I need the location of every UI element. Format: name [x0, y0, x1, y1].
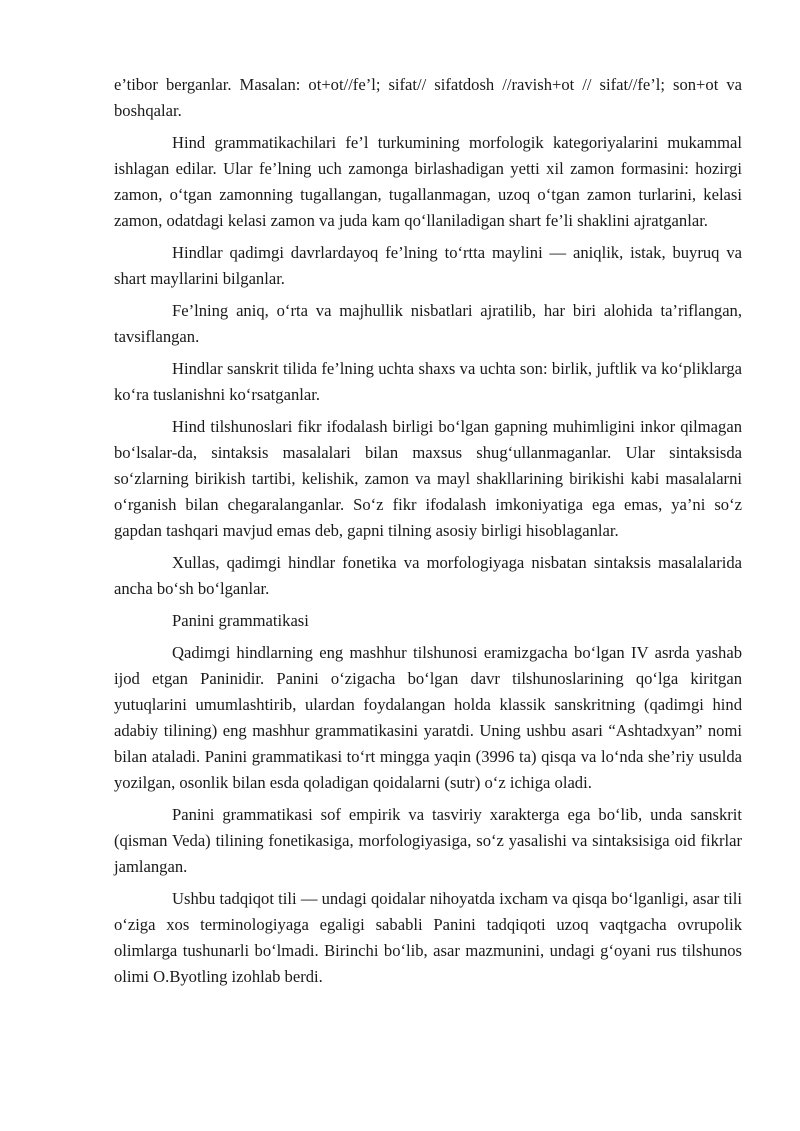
paragraph-panini-language: Ushbu tadqiqot tili — undagi qoidalar nihoyatda ixcham va qisqa bo‘lganligi, asar tili o‘ziga xos terminologiyaga egaligi sababli Panini tadqiqoti uzoq vaqtgacha ovrupolik olimlarga tushunarli bo‘lmadi. Birinchi bo‘lib, asar mazmunini, undagi g‘oyani rus tilshunos olimi O.Byotling izohlab berdi. — [114, 889, 742, 986]
paragraph-person-number: Hindlar sanskrit tilida fe’lning uchta shaxs va uchta son: birlik, juftlik va ko‘pliklarga ko‘ra tuslanishni ko‘rsatganlar. — [114, 359, 742, 404]
paragraph-continuation: e’tibor berganlar. Masalan: ot+ot//fe’l; sifat// sifatdosh //ravish+ot // sifat//fe’l; son+ot va boshqalar. — [114, 75, 742, 120]
document-page — [114, 72, 742, 996]
paragraph-verb-moods: Hindlar qadimgi davrlardayoq fe’lning to‘rtta maylini — aniqlik, istak, buyruq va shart mayllarini bilganlar. — [114, 243, 742, 288]
paragraph-panini-character: Panini grammatikasi sof empirik va tasviriy xarakterga ega bo‘lib, unda sanskrit (qisman Veda) tilining fonetikasiga, morfologiyasiga, so‘z yasalishi va sintaksisiga oid fikrlar jamlangan. — [114, 805, 742, 876]
paragraph-syntax: Hind tilshunoslari fikr ifodalash birligi bo‘lgan gapning muhimligini inkor qilmagan bo‘lsalar-da, sintaksis masalalari bilan maxsus shug‘ullanmaganlar. Ular sintaksisda so‘zlarning birikish tartibi, kelishik, zamon va mayl shakllarining birikishi kabi masalalarni o‘rganish bilan chegaralanganlar. So‘z fikr ifodalash imkoniyatiga ega emas, ya’ni so‘z gapdan tashqari mavjud emas deb, gapni tilning asosiy birligi hisoblaganlar. — [114, 417, 742, 540]
paragraph-panini-intro: Qadimgi hindlarning eng mashhur tilshunosi eramizgacha bo‘lgan IV asrda yashab ijod etgan Paninidir. Panini o‘zigacha bo‘lgan davr tilshunoslarining qo‘lga kiritgan yutuqlarini umumlashtirib, ulardan foydalangan holda klassik sanskritning (qadimgi hind adabiy tilining) eng mashhur grammatikasini yaratdi. Uning ushbu asari “Ashtadxyan” nomi bilan ataladi. Panini grammatikasi to‘rt mingga yaqin (3996 ta) qisqa va lo‘nda she’riy usulda yozilgan, osonlik bilan esda qoladigan qoidalarni (sutr) o‘z ichiga oladi. — [114, 643, 742, 792]
section-heading: Panini grammatikasi — [172, 611, 309, 630]
paragraph-summary: Xullas, qadimgi hindlar fonetika va morfologiyaga nisbatan sintaksis masalalarida ancha bo‘sh bo‘lganlar. — [114, 553, 742, 598]
paragraph-verb-tenses: Hind grammatikachilari fe’l turkumining morfologik kategoriyalarini mukammal ishlagan edilar. Ular fe’lning uch zamonga birlashadigan yetti xil zamon formasini: hozirgi zamon, o‘tgan zamonning tugallangan, tugallanmagan, uzoq o‘tgan zamon turlarini, kelasi zamon, odatdagi kelasi zamon va juda kam qo‘llaniladigan shart fe’li shaklini ajratganlar. — [114, 133, 742, 230]
paragraph-verb-voices: Fe’lning aniq, o‘rta va majhullik nisbatlari ajratilib, har biri alohida ta’riflangan, tavsiflangan. — [114, 301, 742, 346]
